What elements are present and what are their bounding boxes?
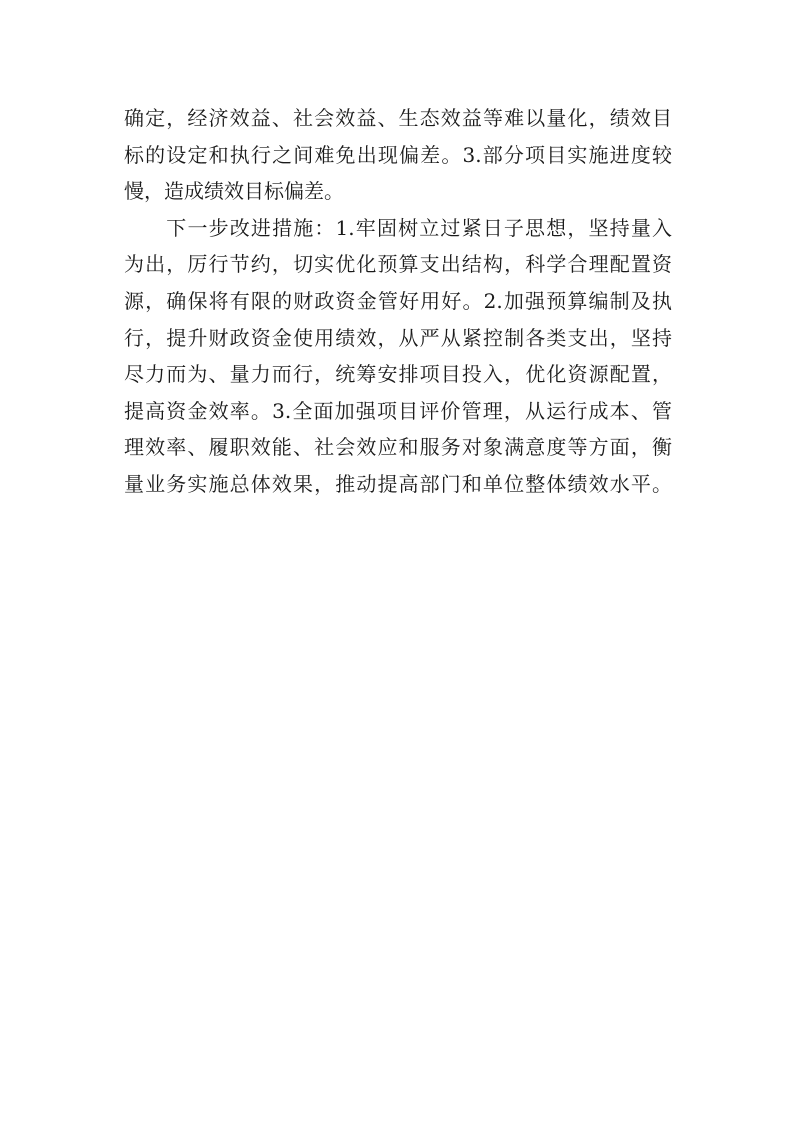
text-line: 源，确保将有限的财政资金管好用好。2.加强预算编制及执: [124, 288, 672, 313]
text-line: 为出，厉行节约，切实优化预算支出结构，科学合理配置资: [124, 252, 672, 277]
document-body: [124, 100, 672, 503]
text-line: 下一步改进措施：1.牢固树立过紧日子思想，坚持量入: [124, 215, 672, 240]
text-line: 确定，经济效益、社会效益、生态效益等难以量化，绩效目: [124, 106, 672, 130]
paragraph-performance-deviation: [124, 100, 672, 210]
text-line: 慢，造成绩效目标偏差。: [124, 179, 344, 204]
text-line: 行，提升财政资金使用绩效，从严从紧控制各类支出，坚持: [124, 325, 672, 350]
text-line: 标的设定和执行之间难免出现偏差。3.部分项目实施进度较: [124, 142, 672, 167]
text-line: 尽力而为、量力而行，统筹安排项目投入，优化资源配置，: [124, 362, 672, 387]
text-line: 提高资金效率。3.全面加强项目评价管理，从运行成本、管: [124, 398, 672, 423]
text-line: 量业务实施总体效果，推动提高部门和单位整体绩效水平。: [124, 471, 672, 496]
paragraph-improvement-measures: [124, 210, 672, 503]
text-line: 理效率、履职效能、社会效应和服务对象满意度等方面，衡: [124, 435, 672, 460]
